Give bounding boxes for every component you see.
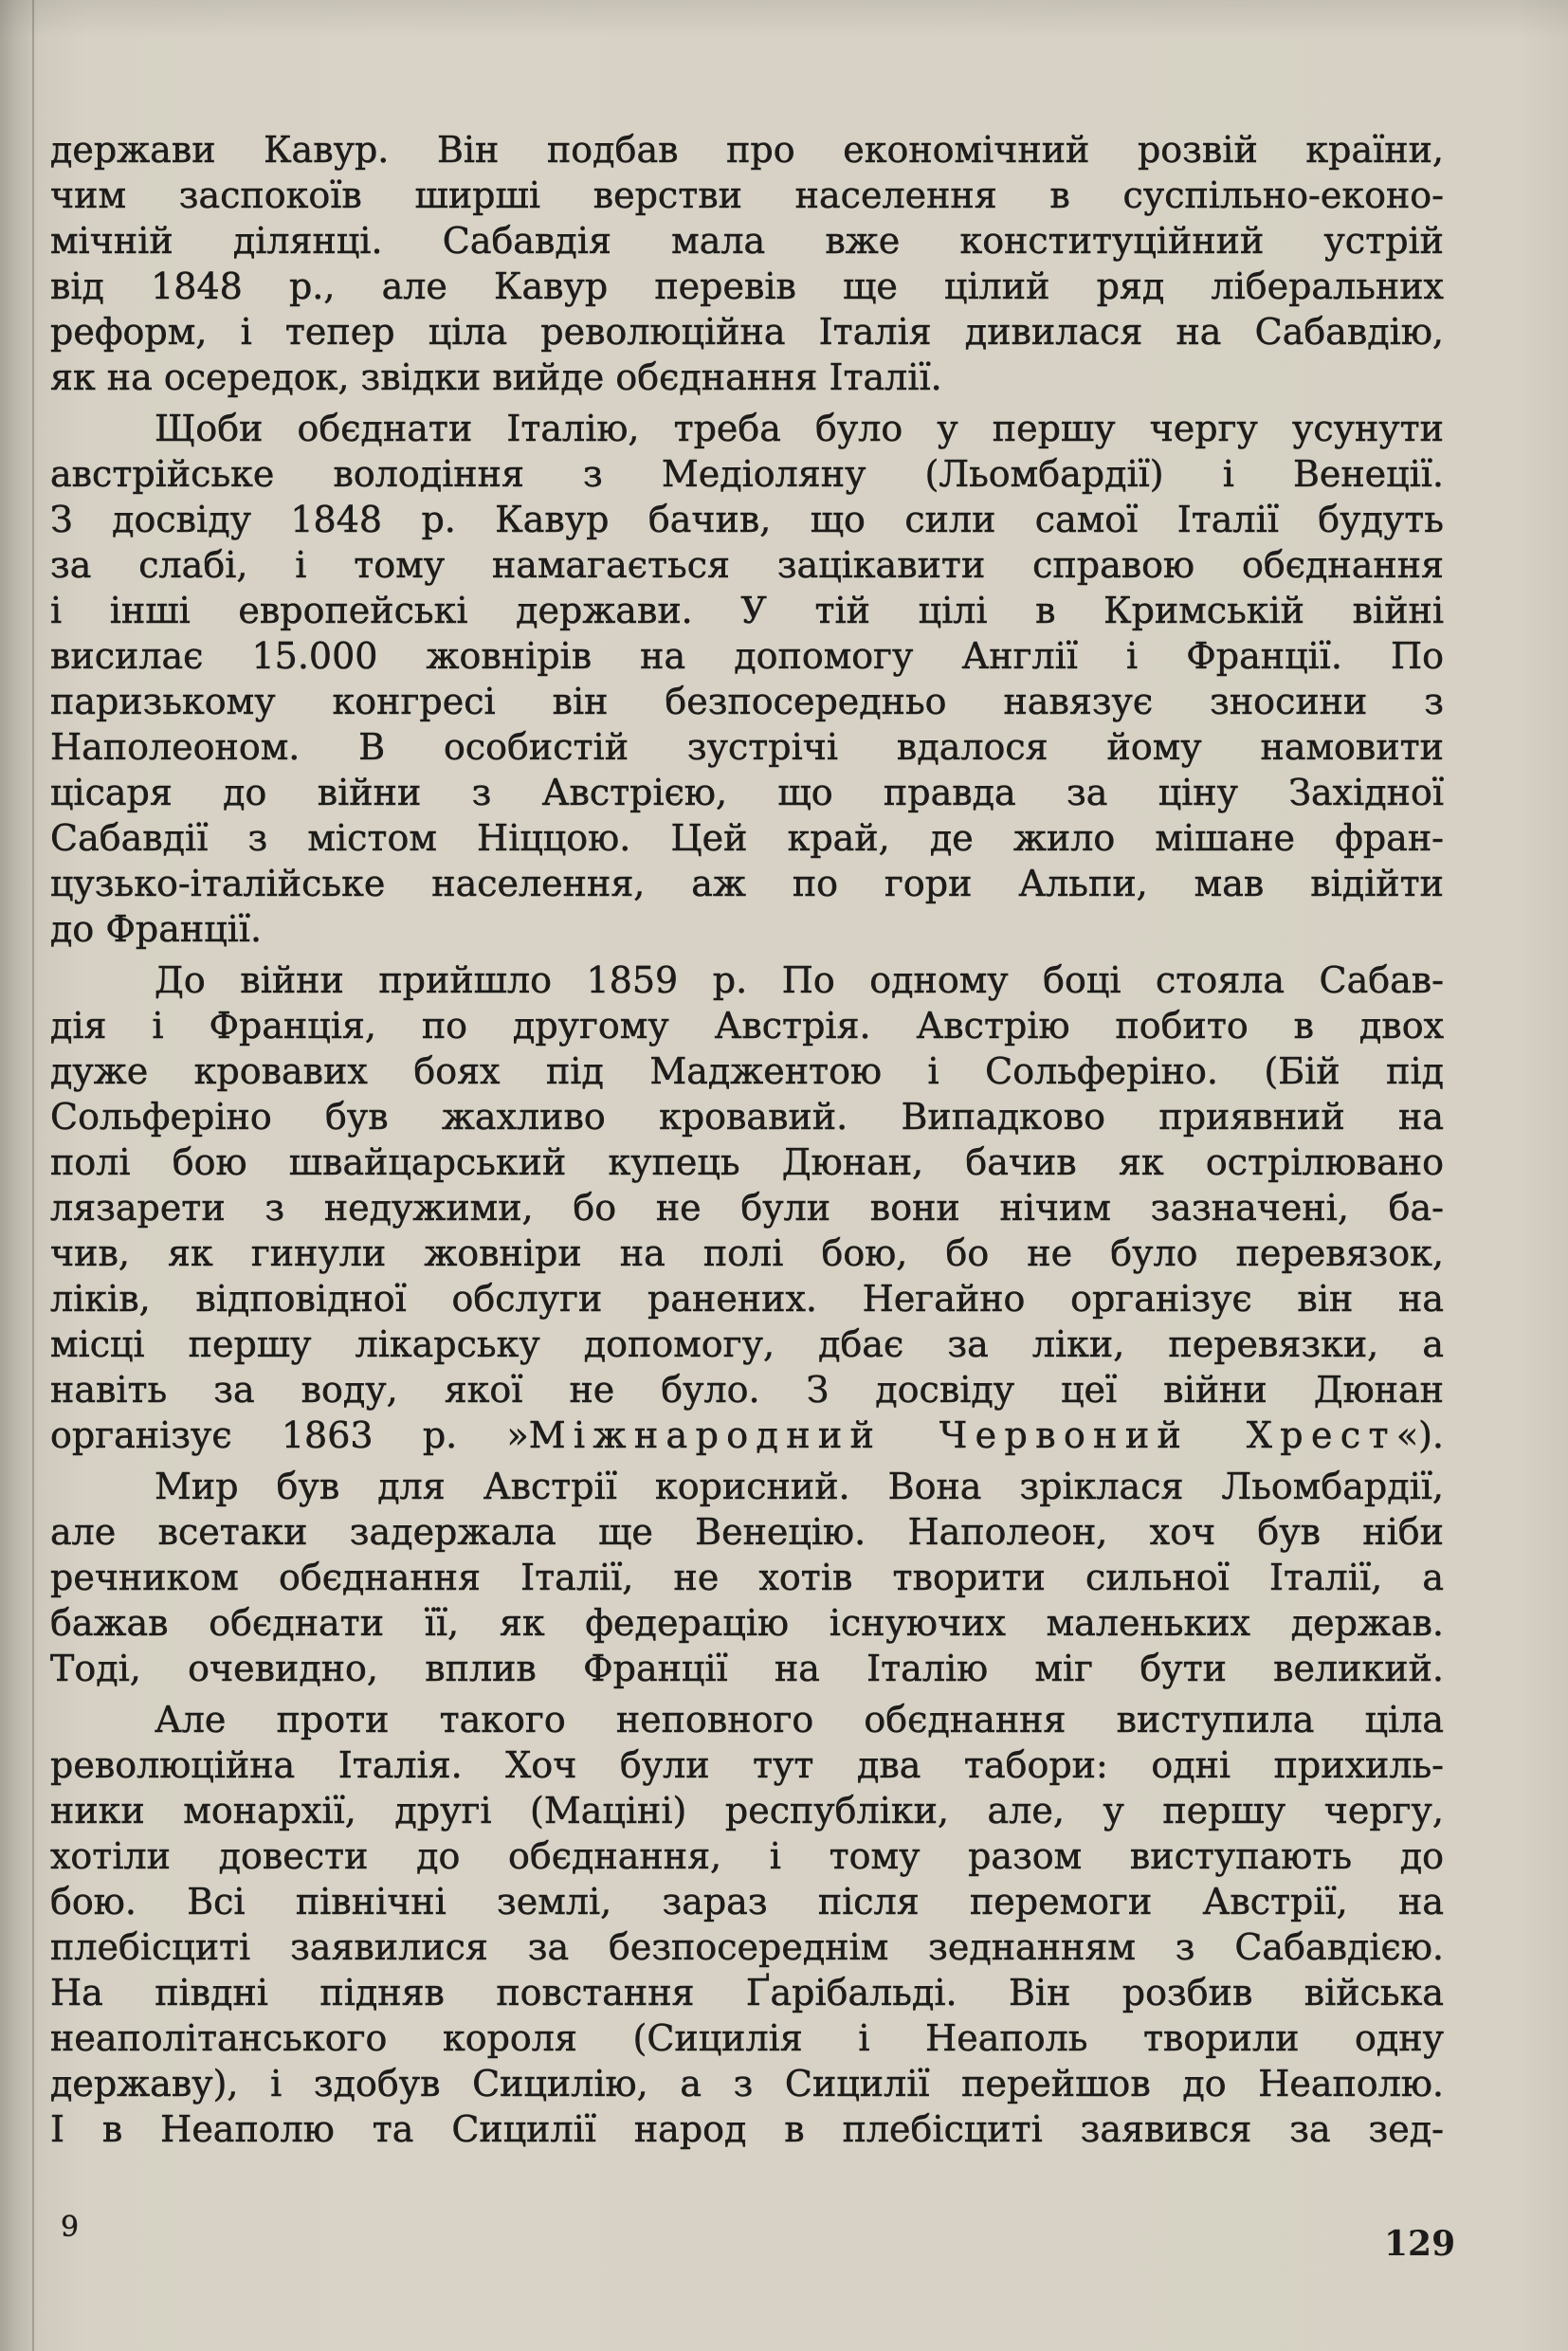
text-line: Сабавдії з містом Ніццою. Цей край, де жило мішане фран-: [50, 817, 1444, 859]
text-line: державу), і здобув Сицилію, а з Сицилії перейшов до Неаполю.: [50, 2063, 1444, 2105]
emphasized-title: Міжнародний Червоний Хрест: [528, 1414, 1396, 1456]
text-line: місці першу лікарську допомогу, дбає за ліки, перевязки, а: [50, 1323, 1444, 1365]
body-text: [50, 127, 1444, 2152]
text-line: держави Кавур. Він подбав про економічний розвій країни,: [50, 129, 1444, 171]
text-line: хотіли довести до обєднання, і тому разом виступають до: [50, 1835, 1444, 1877]
paragraph-5: [50, 1697, 1444, 2152]
text-line: за слабі, і тому намагається зацікавити справою обєднання: [50, 544, 1444, 586]
text-line: плебісциті заявилися за безпосереднім зеднанням з Сабавдією.: [50, 1926, 1444, 1968]
text-line-red-cross: [50, 1412, 1444, 1458]
text-line: Мир був для Австрії корисний. Вона зріклася Льомбардії,: [155, 1466, 1444, 1507]
text-line: дуже кровавих боях під Маджентою і Сольферіно. (Бій під: [50, 1050, 1444, 1092]
text-line: і інші европейські держави. У тій цілі в Кримській війні: [50, 590, 1444, 631]
paragraph-3: [50, 957, 1444, 1458]
text-line: чив, як гинули жовніри на полі бою, бо не було перевязок,: [50, 1232, 1444, 1274]
text-line: До війни прийшло 1859 р. По одному боці стояла Сабав-: [155, 959, 1444, 1001]
text-line: паризькому конгресі він безпосередньо навязує зносини з: [50, 681, 1444, 722]
text-line: до Франції.: [50, 908, 263, 950]
text-line: ники монархії, другі (Маціні) республіки, але, у першу чергу,: [50, 1790, 1444, 1832]
text-line: Тоді, очевидно, вплив Франції на Італію міг бути великий.: [50, 1648, 1444, 1689]
text-line: З досвіду 1848 р. Кавур бачив, що сили самої Італії будуть: [50, 499, 1444, 540]
text-fragment: організує 1863 р. »: [50, 1414, 529, 1456]
text-line: Але проти такого неповного обєднання виступила ціла: [155, 1699, 1444, 1740]
text-line: чим заспокоїв ширші верстви населення в суспільно-еконо-: [50, 174, 1444, 216]
text-line: речником обєднання Італії, не хотів творити сильної Італії, а: [50, 1557, 1444, 1598]
text-line: цузько-італійське населення, аж по гори Альпи, мав відійти: [50, 863, 1444, 904]
text-line: бою. Всі північні землі, зараз після перемоги Австрії, на: [50, 1881, 1444, 1923]
text-line: лязарети з недужими, бо не були вони нічим зазначені, ба-: [50, 1187, 1444, 1229]
text-line: ліків, відповідної обслуги ранених. Негайно організує він на: [50, 1278, 1444, 1320]
paragraph-4: [50, 1464, 1444, 1691]
text-line: полі бою швайцарський купець Дюнан, бачив як острілювано: [50, 1141, 1444, 1183]
text-line: бажав обєднати її, як федерацію існуючих маленьких держав.: [50, 1602, 1444, 1644]
text-line: Наполеоном. В особистій зустрічі вдалося йому намовити: [50, 726, 1444, 768]
text-line: революційна Італія. Хоч були тут два табори: одні прихиль-: [50, 1744, 1444, 1786]
text-line: І в Неаполю та Сицилії народ в плебісциті заявився за зед-: [50, 2108, 1444, 2150]
text-line: цісаря до війни з Австрією, що правда за ціну Західної: [50, 772, 1444, 813]
text-line: На півдні підняв повстання Ґарібальді. Він розбив війська: [50, 1972, 1444, 2014]
paragraph-1: [50, 127, 1444, 400]
scan-gutter-shadow: [32, 0, 34, 2351]
text-line: Щоби обєднати Італію, треба було у першу чергу усунути: [155, 408, 1444, 449]
text-line: але всетаки задержала ще Венецію. Наполеон, хоч був ніби: [50, 1511, 1444, 1553]
text-line: навіть за воду, якої не було. З досвіду цеї війни Дюнан: [50, 1369, 1444, 1411]
text-line: висилає 15.000 жовнірів на допомогу Англії і Франції. По: [50, 635, 1444, 677]
text-line: дія і Франція, по другому Австрія. Австрію побито в двох: [50, 1005, 1444, 1047]
text-line: неаполітанського короля (Сицилія і Неаполь творили одну: [50, 2017, 1444, 2059]
text-line: Сольферіно був жахливо кровавий. Випадково приявний на: [50, 1096, 1444, 1138]
text-line: реформ, і тепер ціла революційна Італія дивилася на Сабавдію,: [50, 311, 1444, 353]
text-line: як на осередок, звідки вийде обєднання Італії.: [50, 356, 942, 398]
paragraph-2: [50, 406, 1444, 952]
text-line: мічній ділянці. Сабавдія мала вже конституційний устрій: [50, 220, 1444, 262]
signature-mark: 9: [61, 2211, 80, 2244]
text-line: від 1848 р., але Кавур перевів ще цілий ряд ліберальних: [50, 265, 1444, 307]
page-number: 129: [1384, 2224, 1456, 2264]
text-fragment: «).: [1395, 1414, 1444, 1456]
text-line: австрійське володіння з Медіоляну (Льомбардії) і Венеції.: [50, 453, 1444, 495]
